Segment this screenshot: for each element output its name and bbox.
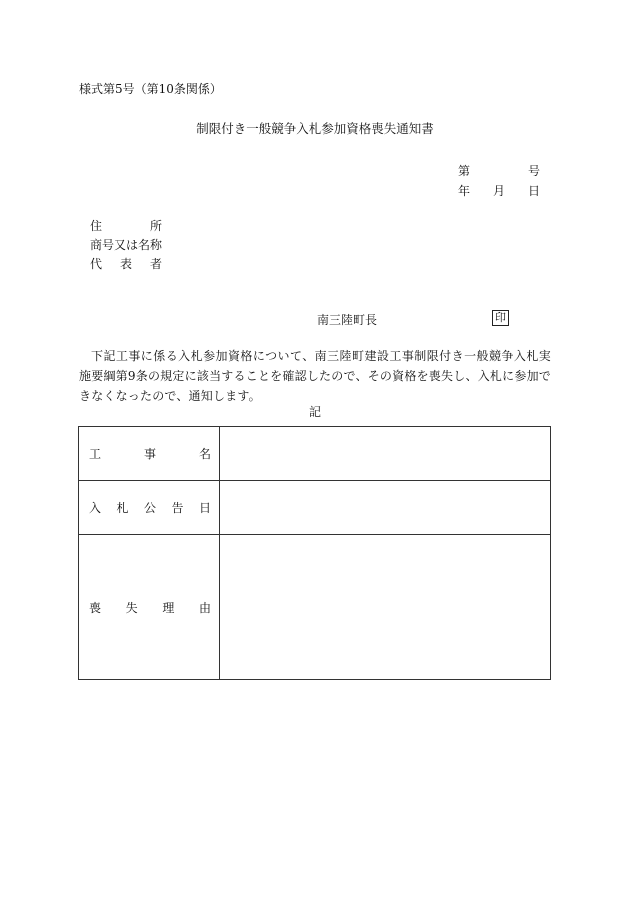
table-row-loss-reason bbox=[79, 535, 551, 680]
representative-char-3: 者 bbox=[149, 257, 162, 271]
issuer-name: 南三陸町長 bbox=[317, 313, 378, 327]
number-suffix: 号 bbox=[527, 164, 540, 178]
document-number-date bbox=[458, 161, 540, 201]
document-number-line bbox=[458, 161, 540, 181]
addressee-representative-label bbox=[90, 255, 162, 274]
date-year: 年 bbox=[458, 184, 471, 198]
label-char: 理 bbox=[162, 600, 175, 615]
loss-reason-label bbox=[79, 535, 220, 680]
table-row-bid-announcement-date bbox=[79, 481, 551, 535]
label-char: 喪 bbox=[89, 600, 102, 615]
label-char: 工 bbox=[89, 447, 102, 461]
form-label: 様式第5号（第10条関係） bbox=[79, 82, 222, 96]
ki-heading: 記 bbox=[308, 405, 321, 419]
address-char-1: 住 bbox=[90, 219, 103, 233]
label-char: 名 bbox=[198, 447, 211, 461]
label-char: 由 bbox=[198, 600, 211, 615]
bid-announcement-date-value[interactable] bbox=[220, 481, 551, 535]
address-char-2: 所 bbox=[149, 219, 162, 233]
addressee-company-label bbox=[90, 236, 162, 255]
notice-body-text: 下記工事に係る入札参加資格について、南三陸町建設工事制限付き一般競争入札実施要綱第9条の規定に該当することを確認したので、その資格を喪失し、入札に参加できなくなったので、通知します。 bbox=[79, 349, 551, 403]
representative-char-2: 表 bbox=[119, 257, 132, 271]
label-char: 事 bbox=[143, 447, 156, 461]
seal-mark: 印 bbox=[492, 310, 509, 326]
label-char: 公 bbox=[143, 501, 156, 515]
label-char: 入 bbox=[89, 501, 102, 515]
addressee-address-label bbox=[90, 217, 162, 236]
label-char: 失 bbox=[125, 600, 138, 615]
date-day: 日 bbox=[527, 184, 540, 198]
company-label-text: 商号又は名称 bbox=[90, 238, 163, 252]
label-char: 日 bbox=[198, 501, 211, 515]
bid-announcement-date-label bbox=[79, 481, 220, 535]
details-table bbox=[78, 426, 551, 680]
label-char: 札 bbox=[116, 501, 129, 515]
table-row-construction-name bbox=[79, 427, 551, 481]
label-char: 告 bbox=[171, 501, 184, 515]
number-prefix: 第 bbox=[458, 164, 471, 178]
document-date-line bbox=[458, 181, 540, 201]
construction-name-label bbox=[79, 427, 220, 481]
loss-reason-value[interactable] bbox=[220, 535, 551, 680]
document-title: 制限付き一般競争入札参加資格喪失通知書 bbox=[196, 121, 434, 136]
representative-char-1: 代 bbox=[90, 257, 103, 271]
construction-name-value[interactable] bbox=[220, 427, 551, 481]
addressee-block bbox=[90, 217, 162, 274]
date-month: 月 bbox=[492, 184, 505, 198]
